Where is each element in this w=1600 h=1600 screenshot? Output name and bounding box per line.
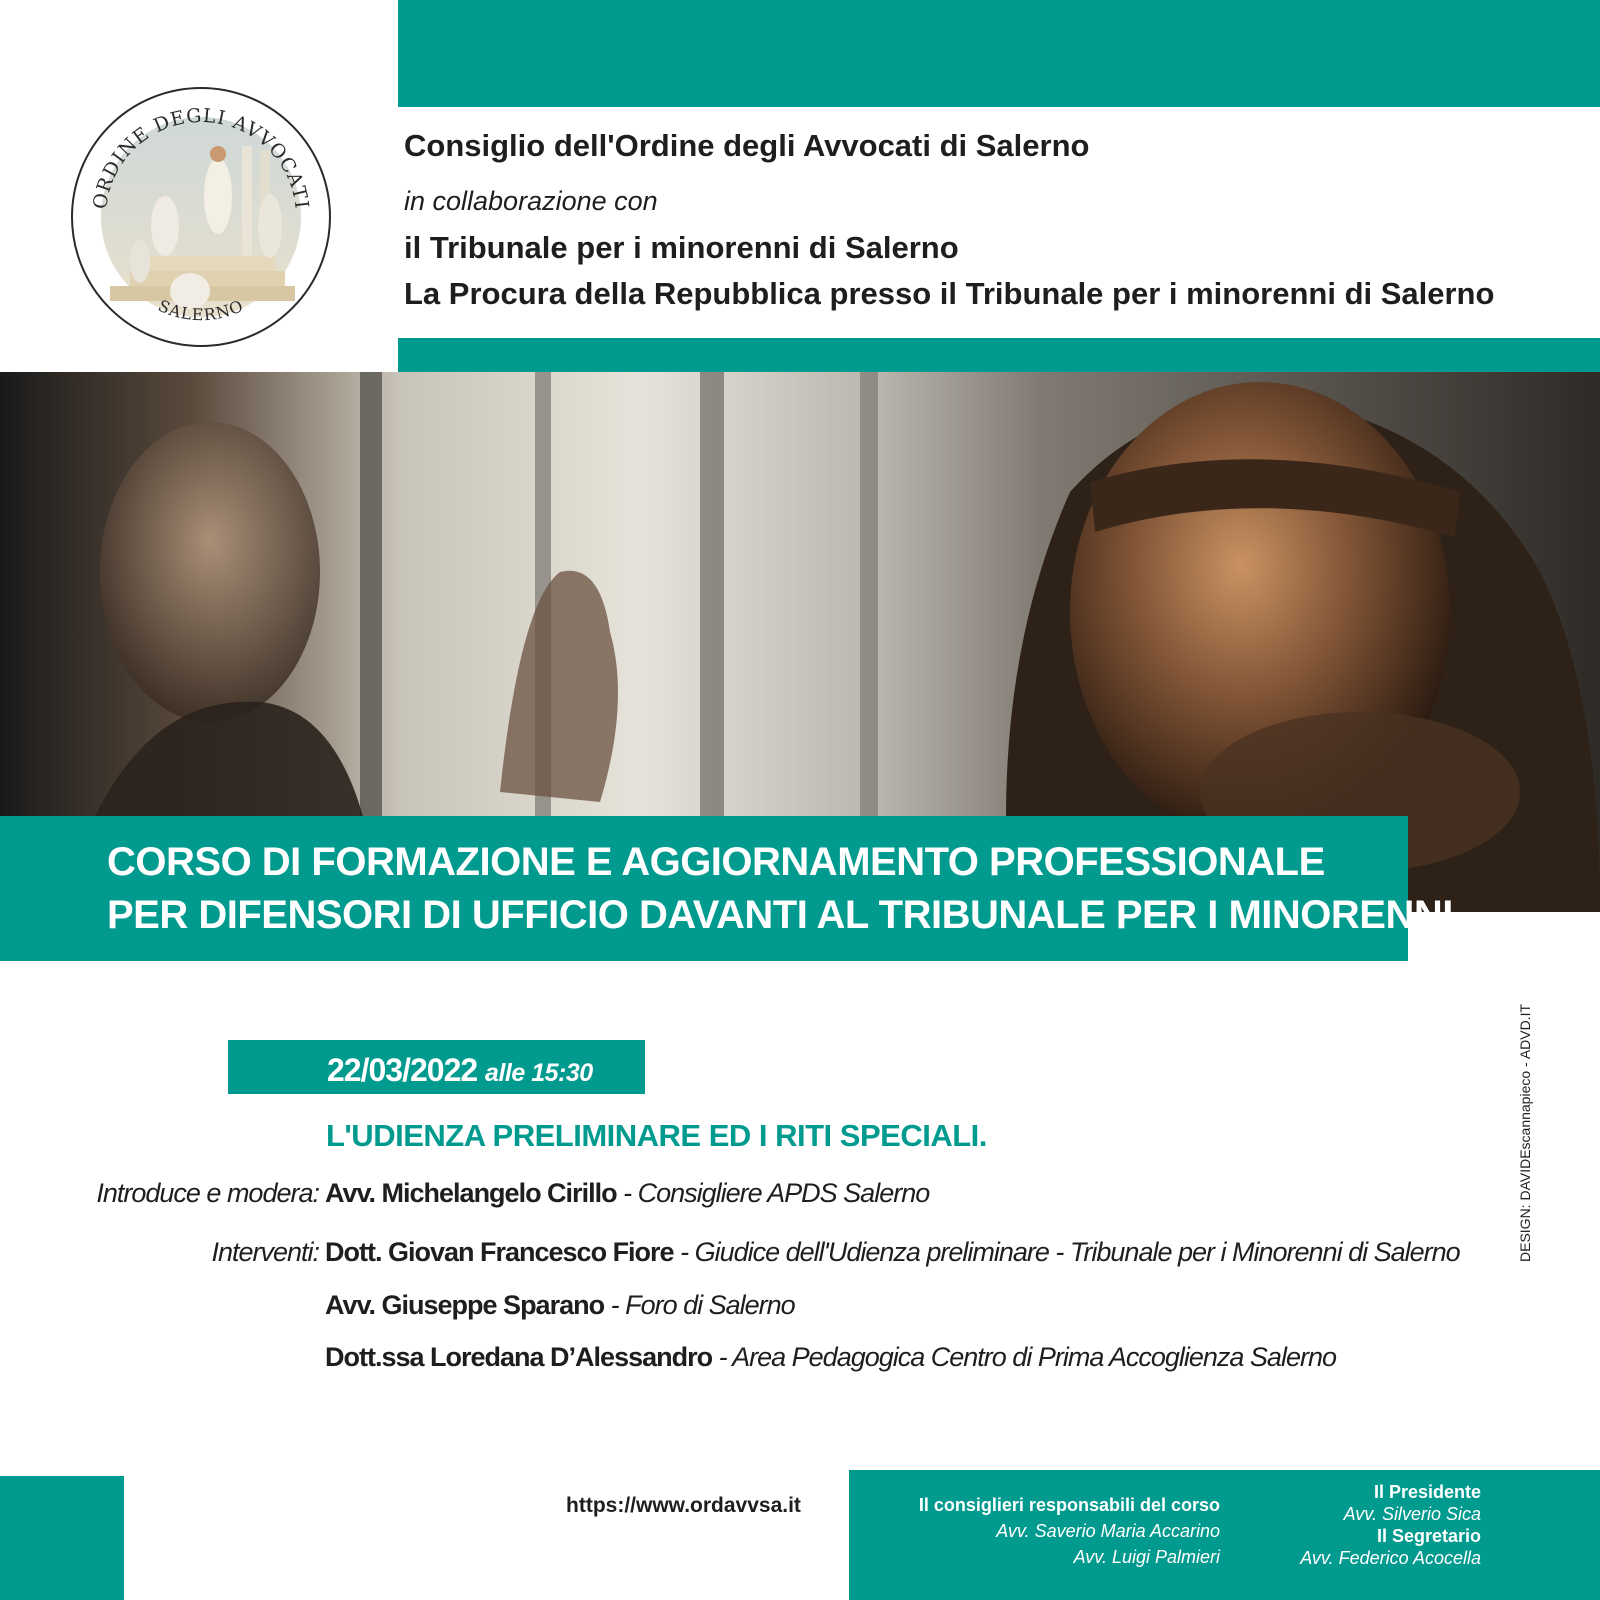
website-link[interactable]: https://www.ordavvsa.it	[566, 1494, 801, 1517]
design-credit: DESIGN: DAVIDEscannapieco - ADVD.IT	[1517, 1003, 1533, 1262]
bar-association-seal-logo	[70, 86, 332, 348]
council-title: Il consiglieri responsabili del corso	[918, 1495, 1220, 1515]
moderator-label: Introduce e modera:	[96, 1178, 319, 1208]
moderator-name: Avv. Michelangelo Cirillo	[325, 1178, 617, 1208]
session-datetime	[327, 1052, 593, 1089]
speaker-row	[325, 1290, 795, 1321]
speaker-role: - Giudice dell'Udienza preliminare - Tribunale per i Minorenni di Salerno	[680, 1237, 1460, 1267]
speaker-role: - Foro di Salerno	[610, 1290, 795, 1320]
middle-accent-bar	[398, 338, 1600, 372]
partner-prosecutor: La Procura della Repubblica presso il Tribunale per i minorenni di Salerno	[404, 276, 1495, 311]
council-member: Avv. Saverio Maria Accarino	[996, 1521, 1220, 1541]
speaker-name: Dott.ssa Loredana D’Alessandro	[325, 1342, 713, 1372]
secretary-name: Avv. Federico Acocella	[1300, 1548, 1481, 1568]
seal-ring-bottom-text: SALERNO	[155, 295, 247, 325]
seal-ring-top-text: ORDINE DEGLI AVVOCATI	[89, 104, 313, 211]
session-time: alle 15:30	[485, 1059, 593, 1087]
organizer-heading: Consiglio dell'Ordine degli Avvocati di Salerno	[404, 128, 1090, 163]
speaker-name: Dott. Giovan Francesco Fiore	[325, 1237, 674, 1267]
moderator-row	[325, 1178, 929, 1209]
top-accent-bar	[398, 0, 1600, 107]
president-name: Avv. Silverio Sica	[1343, 1504, 1481, 1524]
secretary-title: Il Segretario	[1376, 1526, 1481, 1546]
session-title: L'UDIENZA PRELIMINARE ED I RITI SPECIALI.	[326, 1118, 987, 1153]
course-title-banner	[0, 816, 1408, 961]
moderator-role: - Consigliere APDS Salerno	[623, 1178, 930, 1208]
speaker-row	[325, 1342, 1336, 1373]
collaboration-intro: in collaborazione con	[404, 186, 658, 216]
bottom-left-accent-block	[0, 1476, 124, 1600]
speakers-label: Interventi:	[211, 1237, 319, 1267]
partner-tribunal: il Tribunale per i minorenni di Salerno	[404, 230, 959, 265]
session-date: 22/03/2022	[327, 1052, 478, 1088]
president-title: Il Presidente	[1373, 1482, 1481, 1502]
council-member: Avv. Luigi Palmieri	[1073, 1547, 1220, 1567]
course-title-line-1: CORSO DI FORMAZIONE E AGGIORNAMENTO PROFESSIONALE	[107, 840, 1325, 884]
speaker-role: - Area Pedagogica Centro di Prima Accoglienza Salerno	[718, 1342, 1336, 1372]
speaker-row	[325, 1237, 1460, 1268]
footer-signatures-panel	[849, 1470, 1600, 1600]
course-title-line-2: PER DIFENSORI DI UFFICIO DAVANTI AL TRIBUNALE PER I MINORENNI.	[107, 893, 1464, 937]
speaker-name: Avv. Giuseppe Sparano	[325, 1290, 605, 1320]
